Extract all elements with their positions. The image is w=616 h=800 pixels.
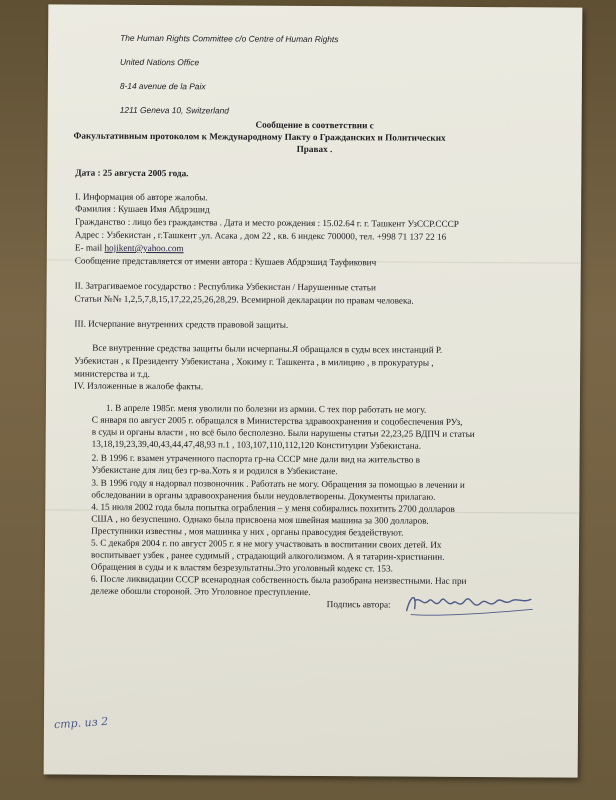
fact-line: обследовании в органы здравоохранения были неудовлетворены. Документы прилагаю.: [91, 489, 436, 502]
section-2-heading: II. Затрагиваемое государство : Республика Узбекистан / Нарушенные статьи: [74, 280, 376, 293]
address-line-1: The Human Rights Committee c/o Centre of Human Rights: [120, 32, 339, 45]
email-line: [75, 243, 184, 255]
exhaustion-line-1: Все внутренние средства защиты были исчерпаны.Я обращался в суды всех инстанций Р.: [92, 342, 443, 355]
address-line-3: 8-14 avenue de la Paix: [119, 80, 206, 92]
section-1-heading: I. Информация об авторе жалобы.: [75, 191, 208, 203]
fact-line: 4. 15 июля 2002 года была попытка ограбления – у меня собирались похитить 2700 долларов: [91, 501, 455, 514]
section-3-heading: III. Исчерпание внутренних средств правовой защиты.: [74, 318, 289, 330]
fact-line: 6. После ликвидации СССР всенародная собственность была разобрана неизвестными. Нас при: [90, 573, 467, 586]
fact-line: 2. В 1996 г. взамен утраченного паспорта гр-на СССР мне дали вид на жительство в: [91, 452, 421, 465]
section-4-heading: IV. Изложенные в жалобе факты.: [73, 380, 204, 392]
email-link[interactable]: hojikent@yahoo.com: [104, 242, 184, 254]
exhaustion-line-3: министерства и т.д.: [74, 368, 150, 380]
fact-line: 3. В 1996 году я надорвал позвоночник . Работать не могу. Обращения за помощью в лечении и: [91, 477, 465, 490]
title-line-1: Сообщение в соответствии с: [255, 119, 374, 131]
date-line: Дата : 25 августа 2005 года.: [75, 167, 189, 179]
fact-line: воспитывает узбек , ранее судимый , страдающий алкоголизмом. А я татарин-христианин.: [90, 549, 445, 562]
letter-page: [44, 4, 583, 777]
fact-line: дележе обошли стороной. Это Уголовное преступление.: [90, 585, 311, 597]
address-line-2: United Nations Office: [119, 56, 200, 68]
fact-line: Обращения в суды и к властям безрезультатны.Это уголовный кодекс ст. 153.: [90, 561, 393, 574]
fact-line: в суды и органы власти , но всё было бесполезно. Были нарушены статьи 22,23,25 ВДПЧ и статьи: [91, 426, 475, 439]
address-line: Адрес : Узбекистан , г.Ташкент ,ул. Асака , дом 22 , кв. 6 индекс 700000, тел. +998 71 137 22 16: [74, 229, 447, 242]
email-label: E- mail: [74, 242, 103, 253]
fact-line: 1. В апреле 1985г. меня уволили по болезни из армии. С тех пор работать не могу.: [105, 402, 427, 415]
fact-line: Узбекистане для лиц без гр-ва.Хоть я и родился в Узбекистане.: [91, 464, 338, 477]
name-line: Фамилия : Кушаев Имя Абдрэшид: [75, 203, 210, 215]
fact-line: Преступники известны , моя машинка у них , органы правосудия бездействуют.: [91, 525, 404, 538]
signature-label: Подпись автора:: [326, 599, 391, 610]
title-line-2: Факультативным протоколом к Международному Пакту о Гражданских и Политических: [73, 130, 446, 143]
fact-line: 5. С декабря 2004 г. по август 2005 г. я не могу участвовать в воспитании своих детей. Их: [91, 537, 442, 550]
citizenship-line: Гражданство : лицо без гражданства . Дата и место рождения : 15.02.64 г. г. Ташкент УзССР.СССР: [75, 216, 459, 229]
title-line-3: Правах .: [296, 143, 333, 155]
exhaustion-line-2: Узбекистан , к Президенту Узбекистана , Хокиму г. Ташкента , в милицию , в прокуратуры ,: [74, 355, 434, 368]
represented-line: Сообщение представляется от имени автора : Кушаев Абдрэшид Тауфикович: [74, 255, 377, 268]
handwritten-signature: [401, 587, 541, 622]
address-line-4: 1211 Geneva 10, Switzerland: [119, 104, 230, 116]
fact-line: 13,18,19,23,39,40,43,44,47,48,93 п.1 , 103,107,110,112,120 Конституции Узбекистана.: [91, 438, 422, 451]
handwritten-page-note: стр. из 2: [53, 714, 109, 732]
fact-line: США , но безуспешно. Однако была присвоена моя швейная машина за 300 долларов.: [91, 513, 429, 526]
articles-line: Статьи №№ 1,2,5,7,8,15,17,22,25,26,28,29. Всемирной декларации по правам человека.: [74, 293, 414, 306]
fact-line: С января по август 2005 г. обращался в Министерства здравоохранения и соцобеспечения РУз,: [91, 414, 463, 427]
